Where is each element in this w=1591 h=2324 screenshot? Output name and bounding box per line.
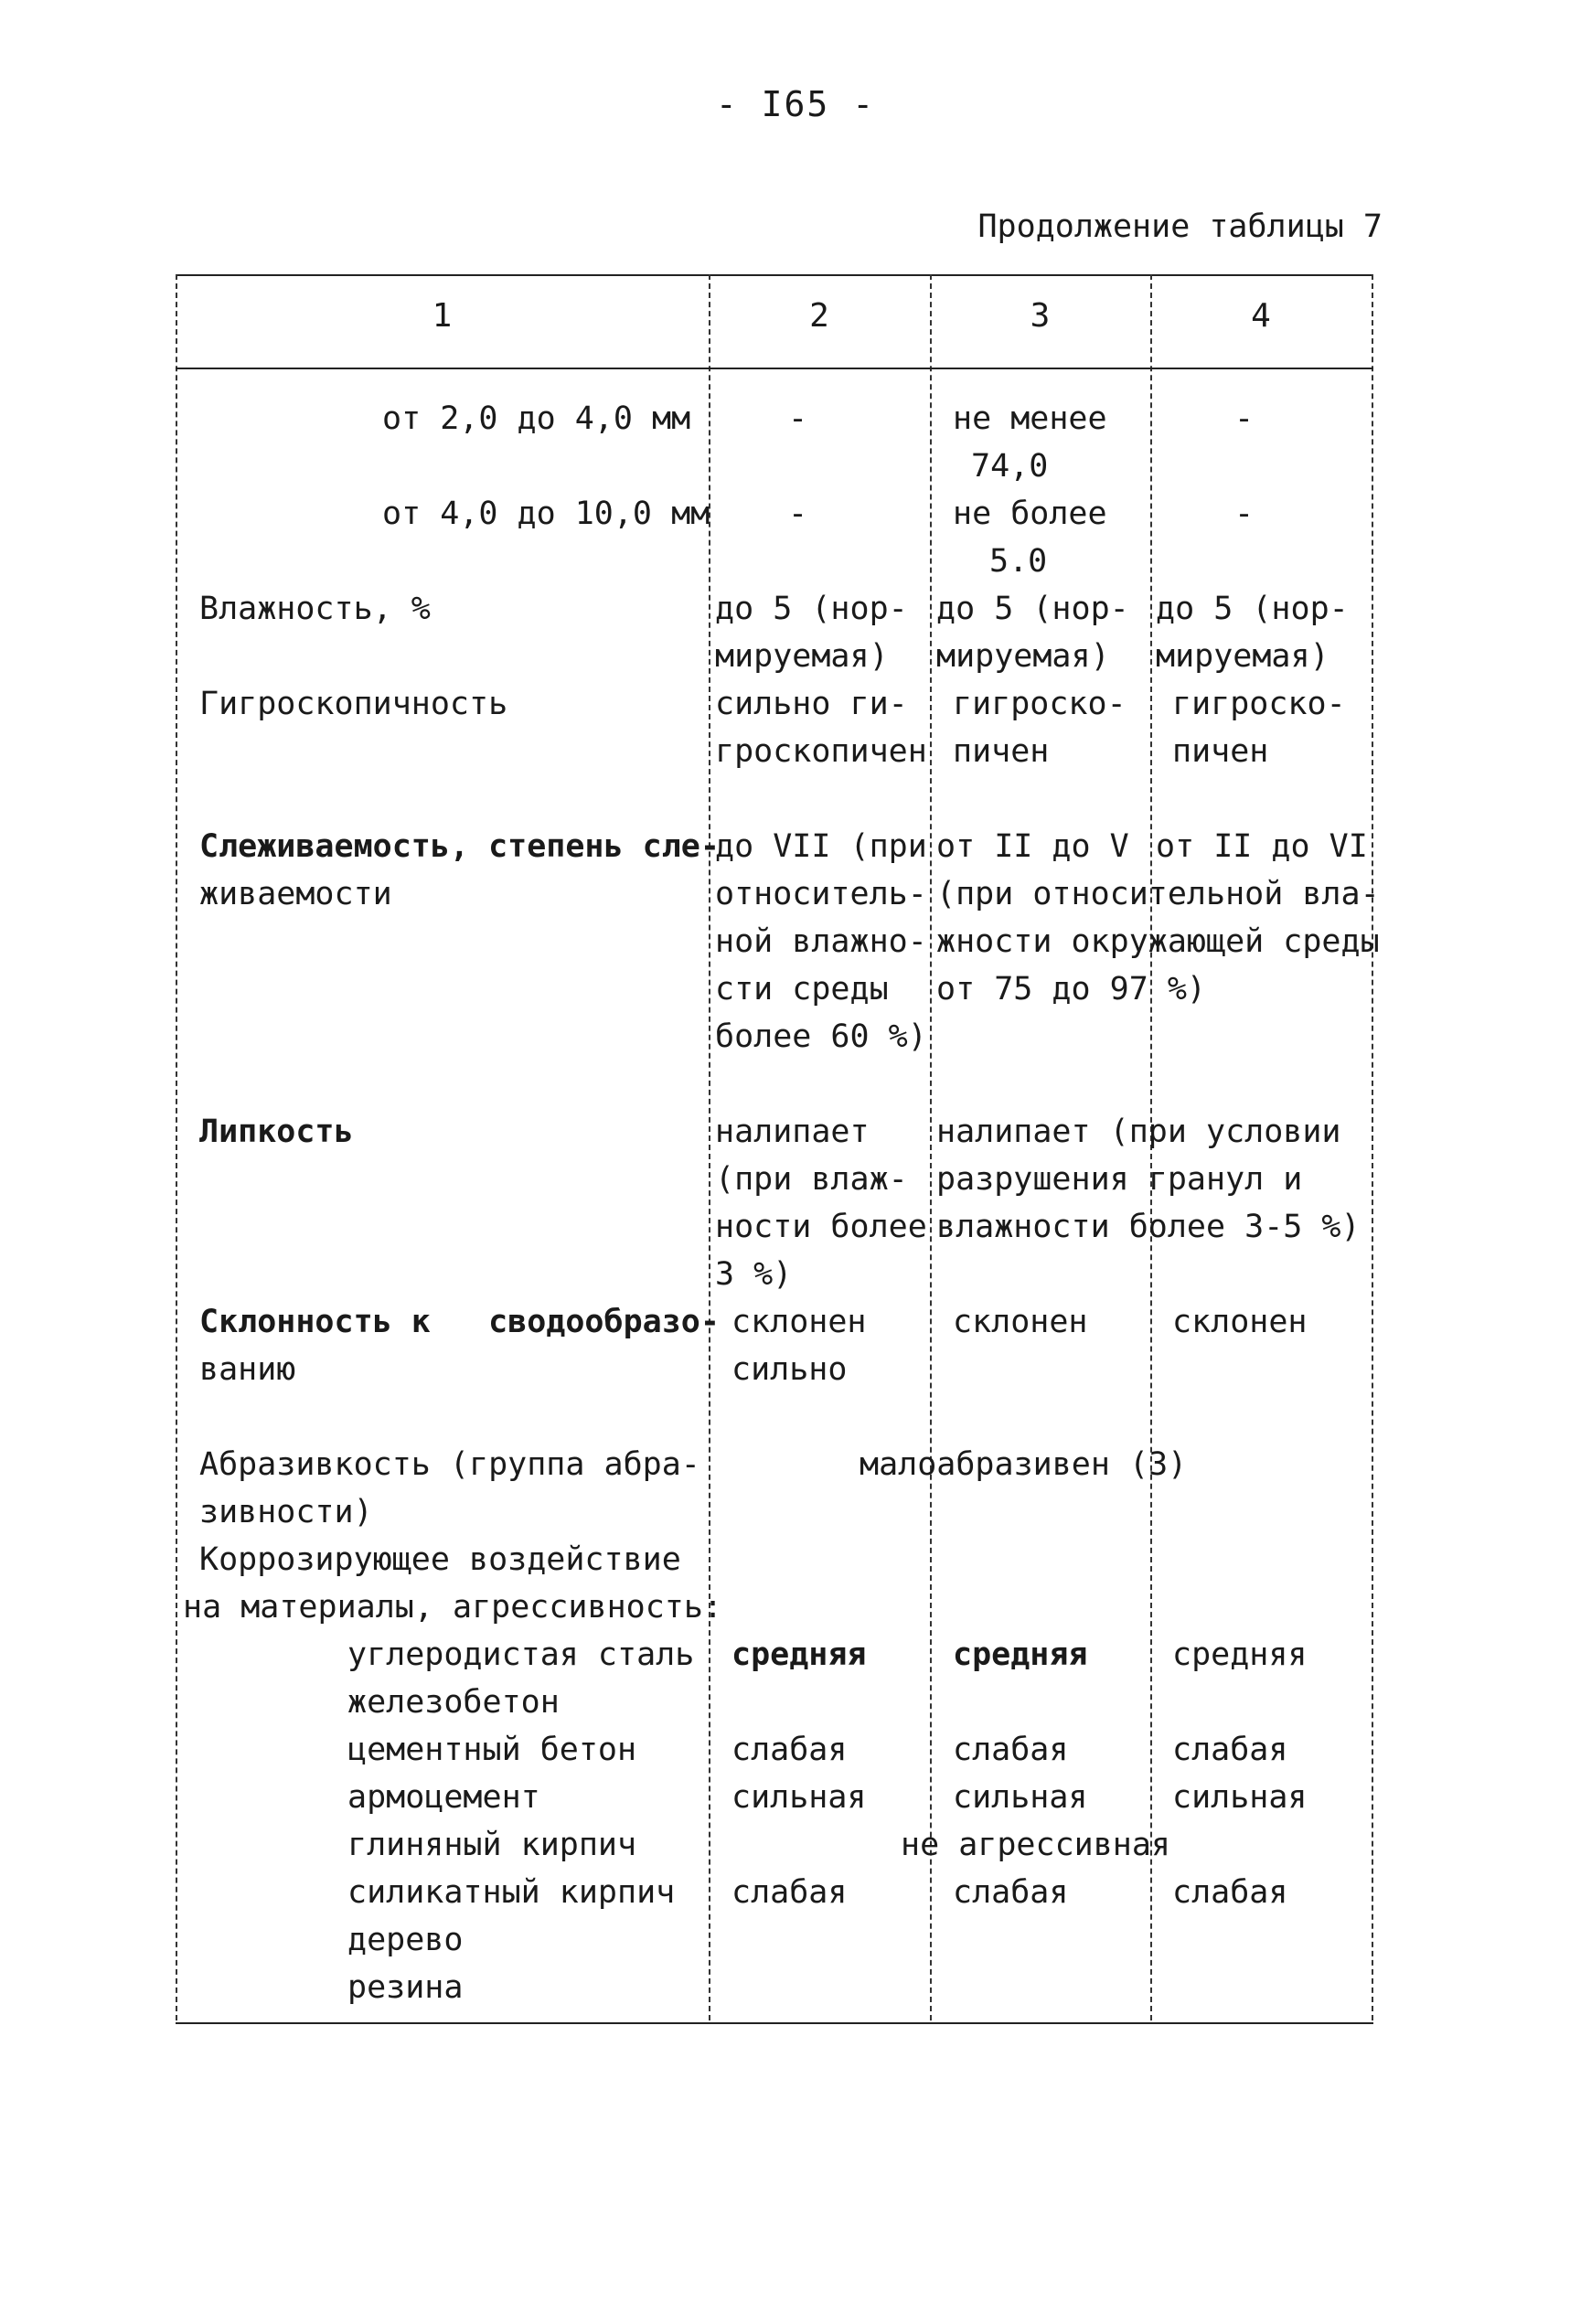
row-label: Липкость bbox=[199, 1114, 354, 1150]
cell: малоабразивен (3) bbox=[860, 1446, 1188, 1483]
cell: сильно ги- bbox=[715, 686, 908, 722]
cell: от 75 до 97 %) bbox=[936, 971, 1207, 1007]
material-name: армоцемент bbox=[347, 1779, 540, 1816]
column-divider bbox=[1372, 274, 1373, 2020]
column-divider bbox=[930, 274, 932, 2020]
cell: слабая bbox=[1172, 1874, 1288, 1911]
row-label: на материалы, агрессивность: bbox=[183, 1589, 723, 1626]
cell: до 5 (нор- bbox=[1156, 591, 1349, 627]
column-divider bbox=[176, 274, 177, 2020]
cell: - bbox=[788, 400, 808, 437]
cell: пичен bbox=[1172, 733, 1269, 770]
cell: склонен bbox=[731, 1304, 867, 1340]
row-label: Коррозирующее воздействие bbox=[199, 1541, 681, 1578]
row-label: живаемости bbox=[199, 876, 392, 912]
cell: влажности более 3-5 %) bbox=[936, 1209, 1361, 1245]
cell: не более bbox=[953, 496, 1107, 532]
cell: слабая bbox=[1172, 1732, 1288, 1768]
cell: (при относительной вла- bbox=[936, 876, 1380, 912]
cell: сильная bbox=[731, 1779, 867, 1816]
header-col-3: 3 bbox=[1030, 297, 1051, 335]
row-label: от 2,0 до 4,0 мм bbox=[382, 400, 691, 437]
cell: гроскопичен bbox=[715, 733, 927, 770]
header-col-4: 4 bbox=[1251, 297, 1271, 335]
cell: (при влаж- bbox=[715, 1161, 908, 1198]
cell: средняя bbox=[953, 1636, 1088, 1673]
cell: - bbox=[1234, 496, 1255, 532]
cell: ной влажно- bbox=[715, 923, 927, 960]
cell: средняя bbox=[731, 1636, 867, 1673]
row-label: Слеживаемость, степень сле- bbox=[199, 828, 720, 865]
row-label: Влажность, % bbox=[199, 591, 431, 627]
cell: налипает (при условии bbox=[936, 1114, 1341, 1150]
cell: 3 %) bbox=[715, 1256, 793, 1293]
cell: до 5 (нор- bbox=[715, 591, 908, 627]
cell: разрушения гранул и bbox=[936, 1161, 1303, 1198]
cell: - bbox=[1234, 400, 1255, 437]
header-col-2: 2 bbox=[809, 297, 829, 335]
cell: гигроско- bbox=[953, 686, 1127, 722]
cell: мируемая) bbox=[715, 638, 889, 675]
cell: налипает bbox=[715, 1114, 870, 1150]
row-label: Гигроскопичность bbox=[199, 686, 508, 722]
material-name: глиняный кирпич bbox=[347, 1827, 637, 1863]
material-name: цементный бетон bbox=[347, 1732, 637, 1768]
header-col-1: 1 bbox=[432, 297, 453, 335]
cell: от II до V bbox=[936, 828, 1129, 865]
cell: сильно bbox=[731, 1351, 848, 1388]
cell: гигроско- bbox=[1172, 686, 1346, 722]
cell: сти среды bbox=[715, 971, 889, 1007]
cell: 5.0 bbox=[989, 543, 1048, 580]
material-name: резина bbox=[347, 1969, 464, 2006]
cell: пичен bbox=[953, 733, 1050, 770]
cell: средняя bbox=[1172, 1636, 1308, 1673]
cell: - bbox=[788, 496, 808, 532]
cell: склонен bbox=[953, 1304, 1088, 1340]
page-number: - I65 - bbox=[715, 84, 876, 124]
cell: сильная bbox=[953, 1779, 1088, 1816]
row-label: Абразивкость (группа абра- bbox=[199, 1446, 700, 1483]
cell: 74,0 bbox=[971, 448, 1049, 485]
cell: более 60 %) bbox=[715, 1018, 927, 1055]
cell: от II до VI bbox=[1156, 828, 1368, 865]
cell: склонен bbox=[1172, 1304, 1308, 1340]
header-divider bbox=[176, 368, 1373, 369]
row-label: зивности) bbox=[199, 1494, 373, 1530]
cell: до 5 (нор- bbox=[936, 591, 1129, 627]
material-name: углеродистая сталь bbox=[347, 1636, 695, 1673]
row-label: Склонность к сводообразо- bbox=[199, 1304, 720, 1340]
cell: относитель- bbox=[715, 876, 927, 912]
cell: сильная bbox=[1172, 1779, 1308, 1816]
cell: жности окружающей среды bbox=[936, 923, 1380, 960]
cell: слабая bbox=[731, 1732, 848, 1768]
cell: мируемая) bbox=[1156, 638, 1329, 675]
cell: не менее bbox=[953, 400, 1107, 437]
row-label: от 4,0 до 10,0 мм bbox=[382, 496, 710, 532]
material-name: силикатный кирпич bbox=[347, 1874, 676, 1911]
material-name: железобетон bbox=[347, 1684, 560, 1721]
cell: ности более bbox=[715, 1209, 927, 1245]
cell: не агрессивная bbox=[901, 1827, 1171, 1863]
row-label: ванию bbox=[199, 1351, 296, 1388]
cell: слабая bbox=[953, 1874, 1069, 1911]
cell: до VII (при bbox=[715, 828, 927, 865]
cell: мируемая) bbox=[936, 638, 1110, 675]
cell: слабая bbox=[953, 1732, 1069, 1768]
material-name: дерево bbox=[347, 1922, 464, 1958]
cell: слабая bbox=[731, 1874, 848, 1911]
table-caption: Продолжение таблицы 7 bbox=[977, 208, 1383, 245]
